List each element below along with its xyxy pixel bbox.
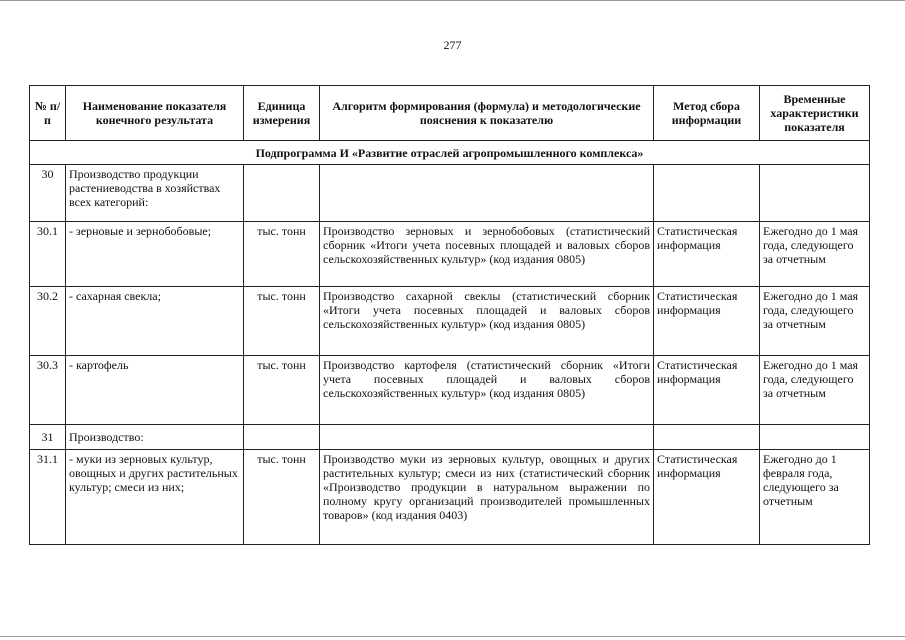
row-method: Статистическая информация <box>654 287 760 356</box>
row-algorithm: Производство муки из зерновых культур, овощных и других растительных культур; смеси из них (статистический сборник «Производство продукции в натуральном выражении по полному кругу организаций производителей промышленных товаров» (код издания 0403) <box>320 450 654 545</box>
table-row <box>30 425 870 450</box>
header-method: Метод сбора информации <box>654 86 760 141</box>
row-algorithm: Производство картофеля (статистический сборник «Итоги учета посевных площадей и валовых сборов сельскохозяйственных культур» (код издания 0805) <box>320 356 654 425</box>
indicator-table <box>29 85 870 545</box>
header-row <box>30 86 870 141</box>
row-method: Статистическая информация <box>654 222 760 287</box>
row-unit: тыс. тонн <box>244 356 320 425</box>
scan-rule-bottom <box>0 636 905 637</box>
scan-rule-top <box>0 0 905 1</box>
row-unit <box>244 165 320 222</box>
header-timing: Временные характеристики показателя <box>760 86 870 141</box>
row-timing <box>760 165 870 222</box>
row-algorithm: Производство зерновых и зернобобовых (статистический сборник «Итоги учета посевных площадей и валовых сборов сельскохозяйственных культур» (код издания 0805) <box>320 222 654 287</box>
row-num: 30 <box>30 165 66 222</box>
row-num: 30.1 <box>30 222 66 287</box>
row-algorithm: Производство сахарной свеклы (статистический сборник «Итоги учета посевных площадей и валовых сборов сельскохозяйственных культур» (код издания 0805) <box>320 287 654 356</box>
row-method <box>654 425 760 450</box>
subprogram-title: Подпрограмма И «Развитие отраслей агропромышленного комплекса» <box>30 141 870 165</box>
header-num: № п/п <box>30 86 66 141</box>
row-method: Статистическая информация <box>654 450 760 545</box>
row-num: 30.2 <box>30 287 66 356</box>
page-number: 277 <box>443 38 462 52</box>
row-name: - картофель <box>66 356 244 425</box>
row-unit: тыс. тонн <box>244 222 320 287</box>
row-timing <box>760 425 870 450</box>
table-row <box>30 356 870 425</box>
table-row <box>30 287 870 356</box>
row-timing: Ежегодно до 1 мая года, следующего за отчетным <box>760 356 870 425</box>
row-num: 30.3 <box>30 356 66 425</box>
row-timing: Ежегодно до 1 февраля года, следующего за отчетным <box>760 450 870 545</box>
row-method <box>654 165 760 222</box>
row-name: - муки из зерновых культур, овощных и других растительных культур; смеси из них; <box>66 450 244 545</box>
row-timing: Ежегодно до 1 мая года, следующего за отчетным <box>760 222 870 287</box>
row-unit <box>244 425 320 450</box>
row-name: Производство: <box>66 425 244 450</box>
row-name: - зерновые и зернобобовые; <box>66 222 244 287</box>
row-num: 31.1 <box>30 450 66 545</box>
row-algorithm <box>320 425 654 450</box>
row-timing: Ежегодно до 1 мая года, следующего за отчетным <box>760 287 870 356</box>
header-algorithm: Алгоритм формирования (формула) и методологические пояснения к показателю <box>320 86 654 141</box>
row-algorithm <box>320 165 654 222</box>
subprogram-row <box>30 141 870 165</box>
row-unit: тыс. тонн <box>244 287 320 356</box>
row-method: Статистическая информация <box>654 356 760 425</box>
header-unit: Единица измерения <box>244 86 320 141</box>
table-row <box>30 165 870 222</box>
table-row <box>30 450 870 545</box>
table-row <box>30 222 870 287</box>
header-name: Наименование показателя конечного результата <box>66 86 244 141</box>
row-name: - сахарная свекла; <box>66 287 244 356</box>
row-num: 31 <box>30 425 66 450</box>
row-unit: тыс. тонн <box>244 450 320 545</box>
row-name: Производство продукции растениеводства в хозяйствах всех категорий: <box>66 165 244 222</box>
